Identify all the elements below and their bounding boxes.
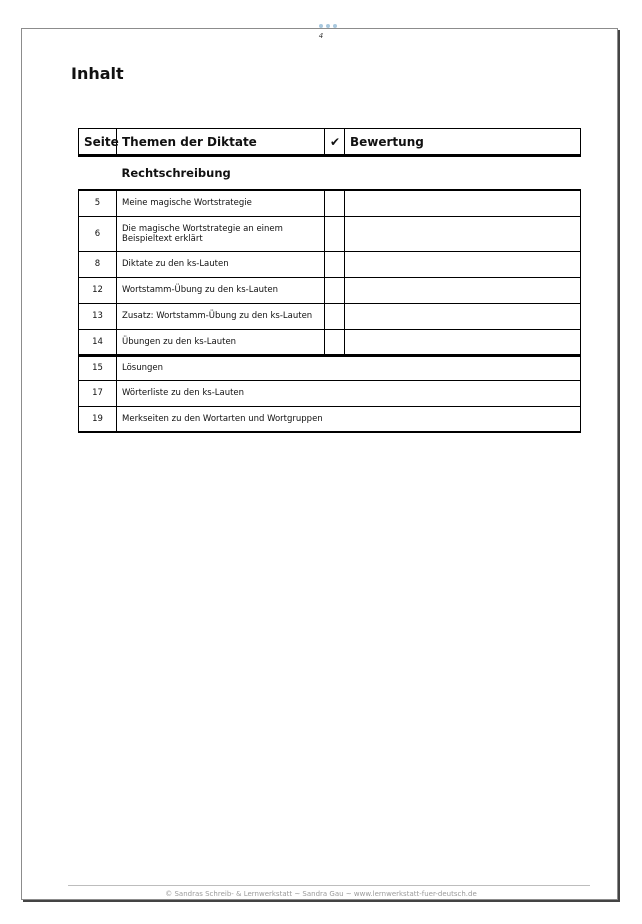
header-themen: Themen der Diktate bbox=[117, 129, 325, 156]
table-row bbox=[79, 251, 581, 277]
row-rating-cell[interactable] bbox=[345, 277, 581, 303]
row-page: 14 bbox=[79, 329, 117, 355]
header-seite: Seite bbox=[79, 129, 117, 156]
row-check-cell[interactable] bbox=[325, 277, 345, 303]
row-rating-cell[interactable] bbox=[345, 190, 581, 216]
row-topic: Meine magische Wortstrategie bbox=[117, 190, 325, 216]
row-topic: Zusatz: Wortstamm-Übung zu den ks-Lauten bbox=[117, 303, 325, 329]
section-row bbox=[79, 156, 581, 191]
table-row bbox=[79, 190, 581, 216]
section-title: Rechtschreibung bbox=[121, 166, 231, 180]
appendix-row bbox=[79, 406, 581, 432]
row-topic: Merkseiten zu den Wortarten und Wortgruppen bbox=[117, 406, 581, 432]
table-header-row bbox=[79, 129, 581, 156]
row-page: 13 bbox=[79, 303, 117, 329]
row-check-cell[interactable] bbox=[325, 329, 345, 355]
row-page: 17 bbox=[79, 380, 117, 406]
header-bewertung: Bewertung bbox=[345, 129, 581, 156]
section-spacer bbox=[79, 156, 117, 191]
dot bbox=[333, 24, 337, 28]
row-topic: Wörterliste zu den ks-Lauten bbox=[117, 380, 581, 406]
table-row bbox=[79, 277, 581, 303]
dot bbox=[319, 24, 323, 28]
row-check-cell[interactable] bbox=[325, 251, 345, 277]
row-check-cell[interactable] bbox=[325, 303, 345, 329]
row-check-cell[interactable] bbox=[325, 190, 345, 216]
row-page: 6 bbox=[79, 216, 117, 251]
table-row bbox=[79, 329, 581, 355]
contents-table bbox=[78, 128, 581, 433]
appendix-row bbox=[79, 355, 581, 380]
row-rating-cell[interactable] bbox=[345, 251, 581, 277]
row-rating-cell[interactable] bbox=[345, 216, 581, 251]
row-topic: Übungen zu den ks-Lauten bbox=[117, 329, 325, 355]
row-rating-cell[interactable] bbox=[345, 329, 581, 355]
footer-copyright: © Sandras Schreib- & Lernwerkstatt ~ Sandra Gau ~ www.lernwerkstatt-fuer-deutsch.de bbox=[165, 890, 477, 898]
row-rating-cell[interactable] bbox=[345, 303, 581, 329]
row-topic: Lösungen bbox=[117, 355, 581, 380]
dot bbox=[326, 24, 330, 28]
page-menu-dots[interactable] bbox=[319, 24, 337, 28]
row-page: 12 bbox=[79, 277, 117, 303]
row-page: 19 bbox=[79, 406, 117, 432]
header-check: ✔ bbox=[325, 129, 345, 156]
footer-divider bbox=[68, 885, 590, 886]
table-row bbox=[79, 303, 581, 329]
row-page: 8 bbox=[79, 251, 117, 277]
table-row bbox=[79, 216, 581, 251]
row-check-cell[interactable] bbox=[325, 216, 345, 251]
page-number: 4 bbox=[318, 32, 324, 40]
row-topic: Die magische Wortstrategie an einem Beispieltext erklärt bbox=[117, 216, 325, 251]
page-title: Inhalt bbox=[71, 64, 124, 83]
row-page: 5 bbox=[79, 190, 117, 216]
row-topic: Diktate zu den ks-Lauten bbox=[117, 251, 325, 277]
appendix-row bbox=[79, 380, 581, 406]
row-page: 15 bbox=[79, 355, 117, 380]
row-topic: Wortstamm-Übung zu den ks-Lauten bbox=[117, 277, 325, 303]
